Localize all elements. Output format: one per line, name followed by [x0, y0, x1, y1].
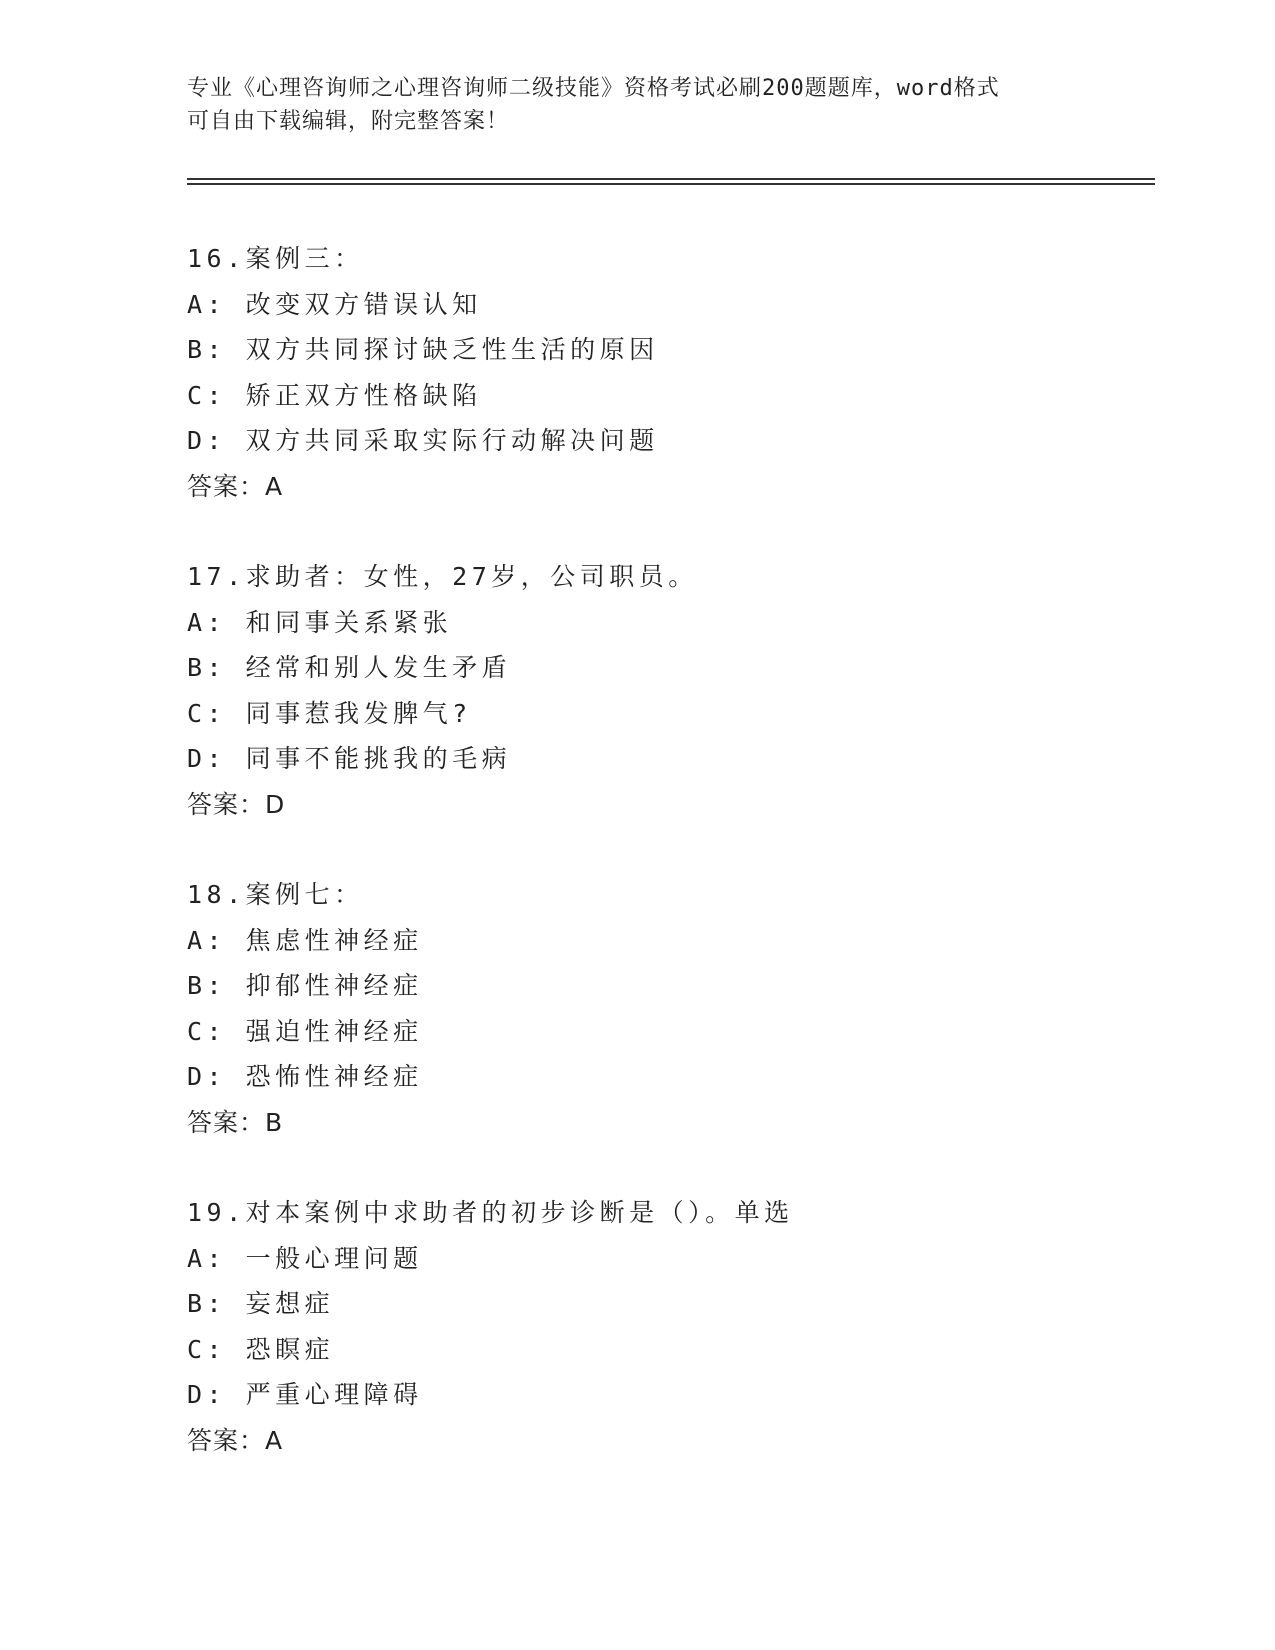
- option-a: A: 焦虑性神经症: [187, 925, 423, 955]
- question-19: [187, 1190, 1147, 1463]
- header-title-line-2: 可自由下载编辑，附完整答案！: [187, 109, 510, 134]
- question-stem: 17.求助者：女性，27岁，公司职员。: [187, 562, 698, 591]
- option-d: D: 同事不能挑我的毛病: [187, 744, 512, 773]
- option-a: A: 和同事关系紧张: [187, 607, 453, 637]
- question-17: [187, 554, 1147, 827]
- option-b: B: 双方共同探讨缺乏性生活的原因: [187, 335, 659, 364]
- option-a: A: 改变双方错误认知: [187, 289, 482, 319]
- option-b: B: 经常和别人发生矛盾: [187, 653, 512, 682]
- question-16: [187, 236, 1147, 509]
- answer-text: 答案：D: [187, 789, 286, 819]
- answer-text: 答案：A: [187, 471, 284, 501]
- option-b: B: 妄想症: [187, 1289, 335, 1318]
- option-c: C: 矫正双方性格缺陷: [187, 380, 482, 410]
- document-header: [187, 72, 1087, 138]
- answer-text: 答案：B: [187, 1107, 284, 1137]
- question-18: [187, 872, 1147, 1145]
- option-c: C: 同事惹我发脾气?: [187, 698, 472, 728]
- option-c: C: 恐瞑症: [187, 1334, 335, 1364]
- option-d: D: 恐怖性神经症: [187, 1062, 423, 1091]
- header-title-line-1: 专业《心理咨询师之心理咨询师二级技能》资格考试必刷200题题库，word格式: [187, 76, 1000, 101]
- header-divider-top: [187, 178, 1155, 180]
- question-stem: 19.对本案例中求助者的初步诊断是（）。单选: [187, 1198, 794, 1227]
- option-d: D: 严重心理障碍: [187, 1380, 423, 1409]
- question-stem: 16.案例三：: [187, 244, 364, 273]
- option-d: D: 双方共同采取实际行动解决问题: [187, 426, 659, 455]
- option-a: A: 一般心理问题: [187, 1243, 423, 1273]
- question-list: [187, 236, 1147, 1508]
- option-b: B: 抑郁性神经症: [187, 971, 423, 1000]
- question-stem: 18.案例七：: [187, 880, 364, 909]
- header-divider-bottom: [187, 183, 1155, 185]
- option-c: C: 强迫性神经症: [187, 1016, 423, 1046]
- answer-text: 答案：A: [187, 1425, 284, 1455]
